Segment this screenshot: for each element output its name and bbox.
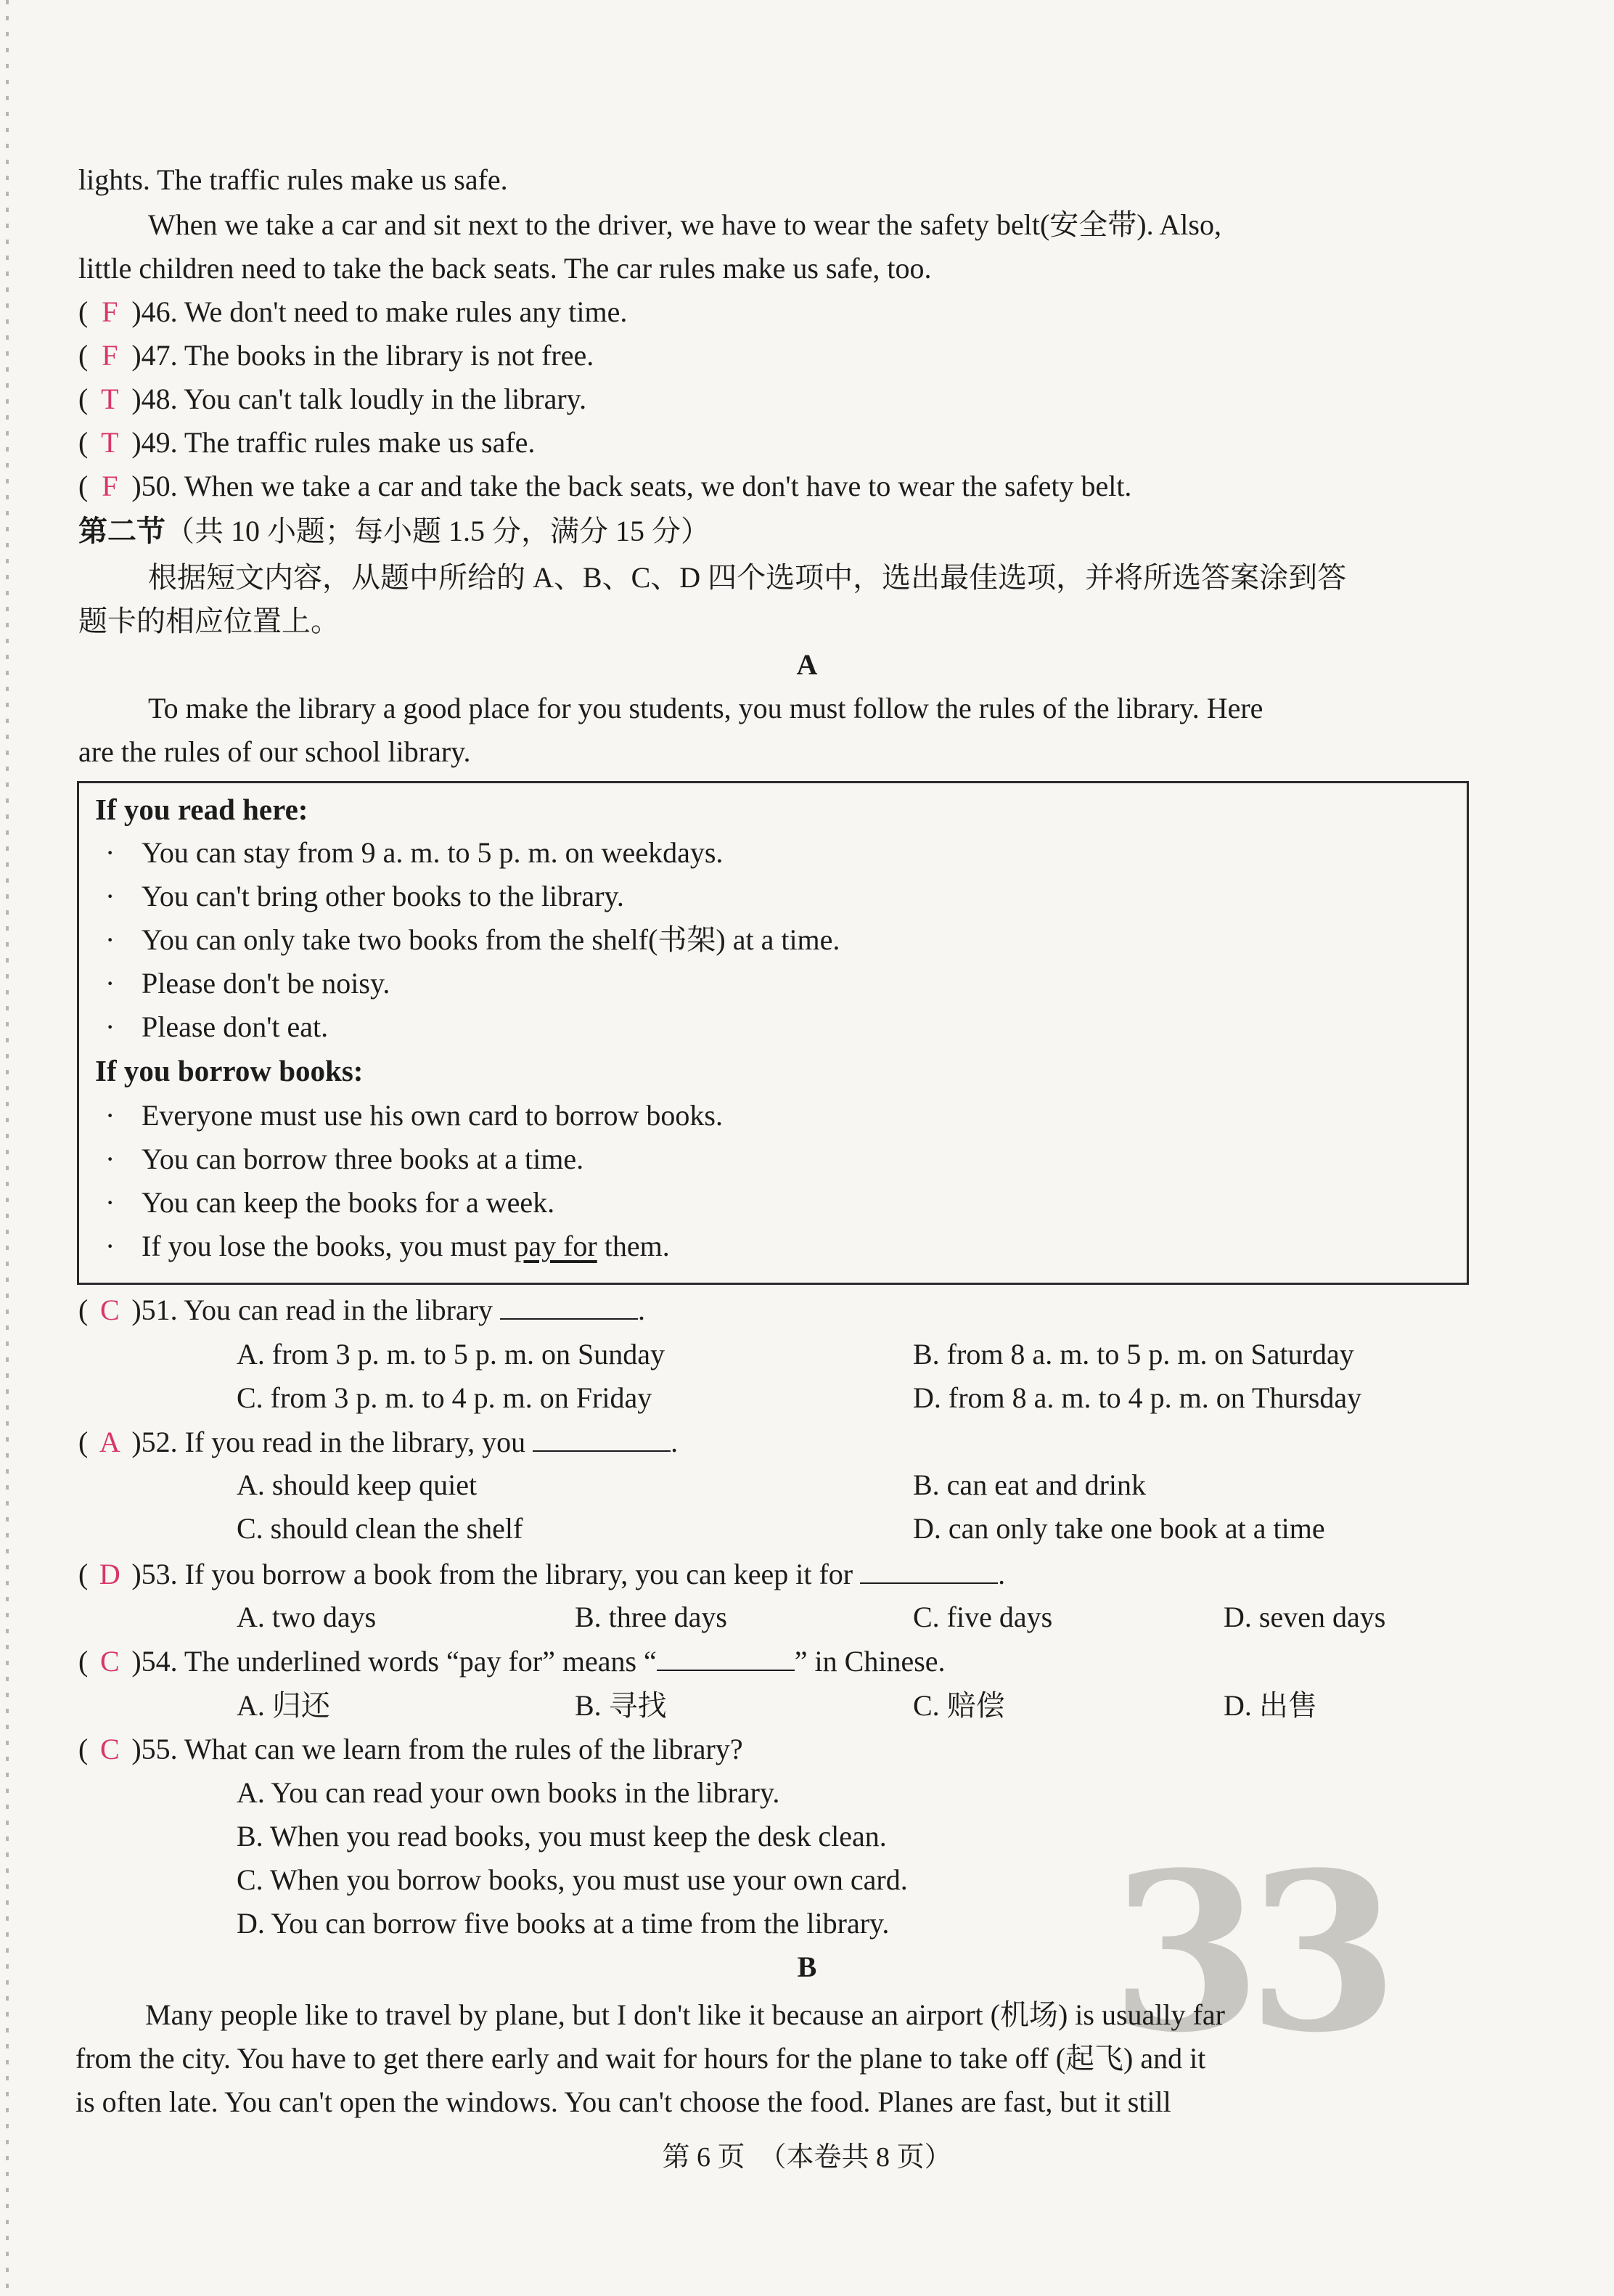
option-d: D. You can borrow five books at a time from the library. xyxy=(237,1907,890,1940)
mc-question-53: ( D )53. If you borrow a book from the library, you can keep it for . xyxy=(78,1558,1006,1590)
option-d: D. from 8 a. m. to 4 p. m. on Thursday xyxy=(913,1381,1362,1414)
option-c: C. When you borrow books, you must use your own card. xyxy=(237,1863,908,1896)
answer-mark: F xyxy=(102,470,118,502)
passage-line: When we take a car and sit next to the driver, we have to wear the safety belt(安全带). Also, xyxy=(148,208,1221,241)
option-c: C. 赔偿 xyxy=(913,1689,1005,1722)
section-subtitle: （共 10 小题；每小题 1.5 分，满分 15 分） xyxy=(165,515,710,547)
passage-line: are the rules of our school library. xyxy=(78,735,471,768)
rule-item: · You can't bring other books to the library. xyxy=(105,880,624,912)
section-title: 第二节（共 10 小题；每小题 1.5 分，满分 15 分） xyxy=(78,515,710,547)
passage-line: Many people like to travel by plane, but I don't like it because an airport (机场) is usually far xyxy=(145,1998,1225,2031)
rule-item: · If you lose the books, you must pay for them. xyxy=(105,1230,670,1262)
rule-item: · You can borrow three books at a time. xyxy=(105,1143,584,1175)
instruction-line: 根据短文内容，从题中所给的 A、B、C、D 四个选项中，选出最佳选项，并将所选答案涂到答 xyxy=(148,561,1347,594)
option-c: C. should clean the shelf xyxy=(237,1512,523,1545)
tf-question-49: ( T )49. The traffic rules make us safe. xyxy=(78,426,536,459)
answer-mark: F xyxy=(102,339,118,372)
mc-question-51: ( C )51. You can read in the library . xyxy=(78,1294,645,1326)
tf-question-46: ( F )46. We don't need to make rules any time. xyxy=(78,295,628,328)
rule-item: · Everyone must use his own card to borrow books. xyxy=(105,1099,723,1132)
answer-mark: A xyxy=(99,1426,120,1458)
answer-blank xyxy=(500,1292,638,1320)
answer-mark: C xyxy=(99,1294,120,1326)
option-c: C. five days xyxy=(913,1601,1053,1633)
underlined-words: pay for xyxy=(514,1230,597,1262)
mc-question-52: ( A )52. If you read in the library, you . xyxy=(78,1426,679,1458)
answer-mark: C xyxy=(99,1645,120,1678)
answer-blank xyxy=(657,1643,795,1671)
option-b: B. When you read books, you must keep the desk clean. xyxy=(237,1820,887,1852)
answer-mark: F xyxy=(102,295,118,328)
option-a: A. 归还 xyxy=(237,1689,330,1722)
option-a: A. should keep quiet xyxy=(237,1468,478,1501)
library-rules-box xyxy=(77,781,1469,1285)
mc-question-54: ( C )54. The underlined words “pay for” means “ ” in Chinese. xyxy=(78,1645,946,1678)
option-a: A. from 3 p. m. to 5 p. m. on Sunday xyxy=(237,1338,665,1370)
option-b: B. from 8 a. m. to 5 p. m. on Saturday xyxy=(913,1338,1354,1370)
page-stamp-number: 33 xyxy=(1110,1824,1385,2080)
rule-item: · Please don't be noisy. xyxy=(105,967,390,1000)
passage-line: from the city. You have to get there early and wait for hours for the plane to take off (起飞) and it xyxy=(75,2042,1206,2075)
option-c: C. from 3 p. m. to 4 p. m. on Friday xyxy=(237,1381,652,1414)
option-b: B. three days xyxy=(575,1601,727,1633)
instruction-line: 题卡的相应位置上。 xyxy=(78,605,340,637)
tf-question-48: ( T )48. You can't talk loudly in the library. xyxy=(78,383,587,415)
rules-heading-borrow: If you borrow books: xyxy=(95,1054,364,1087)
passage-line: lights. The traffic rules make us safe. xyxy=(78,163,508,196)
answer-blank xyxy=(533,1424,671,1452)
option-d: D. seven days xyxy=(1224,1601,1386,1633)
mc-question-55: ( C )55. What can we learn from the rules of the library? xyxy=(78,1733,743,1765)
rule-item: · You can keep the books for a week. xyxy=(105,1186,555,1219)
rule-item: · You can stay from 9 a. m. to 5 p. m. on weekdays. xyxy=(105,836,724,869)
passage-b-heading: B xyxy=(797,1950,817,1983)
tf-question-47: ( F )47. The books in the library is not free. xyxy=(78,339,594,372)
answer-mark: T xyxy=(101,426,119,459)
passage-line: little children need to take the back seats. The car rules make us safe, too. xyxy=(78,252,932,285)
tf-question-50: ( F )50. When we take a car and take the back seats, we don't have to wear the safety belt. xyxy=(78,470,1132,502)
answer-mark: T xyxy=(101,383,119,415)
rule-item: · You can only take two books from the shelf(书架) at a time. xyxy=(105,923,840,956)
page-footer: 第 6 页 （本卷共 8 页） xyxy=(662,2142,952,2173)
answer-blank xyxy=(860,1556,998,1584)
passage-line: is often late. You can't open the windows. You can't choose the food. Planes are fast, but it still xyxy=(75,2085,1171,2118)
answer-mark: D xyxy=(99,1558,120,1590)
option-b: B. can eat and drink xyxy=(913,1468,1146,1501)
option-d: D. 出售 xyxy=(1224,1689,1317,1722)
rules-heading-read: If you read here: xyxy=(95,793,308,826)
option-a: A. two days xyxy=(237,1601,377,1633)
option-b: B. 寻找 xyxy=(575,1689,667,1722)
answer-mark: C xyxy=(99,1733,120,1765)
option-d: D. can only take one book at a time xyxy=(913,1512,1325,1545)
rule-item: · Please don't eat. xyxy=(105,1010,329,1043)
option-a: A. You can read your own books in the library. xyxy=(237,1776,780,1809)
passage-line: To make the library a good place for you students, you must follow the rules of the library. Here xyxy=(148,692,1263,724)
passage-a-heading: A xyxy=(796,648,818,681)
